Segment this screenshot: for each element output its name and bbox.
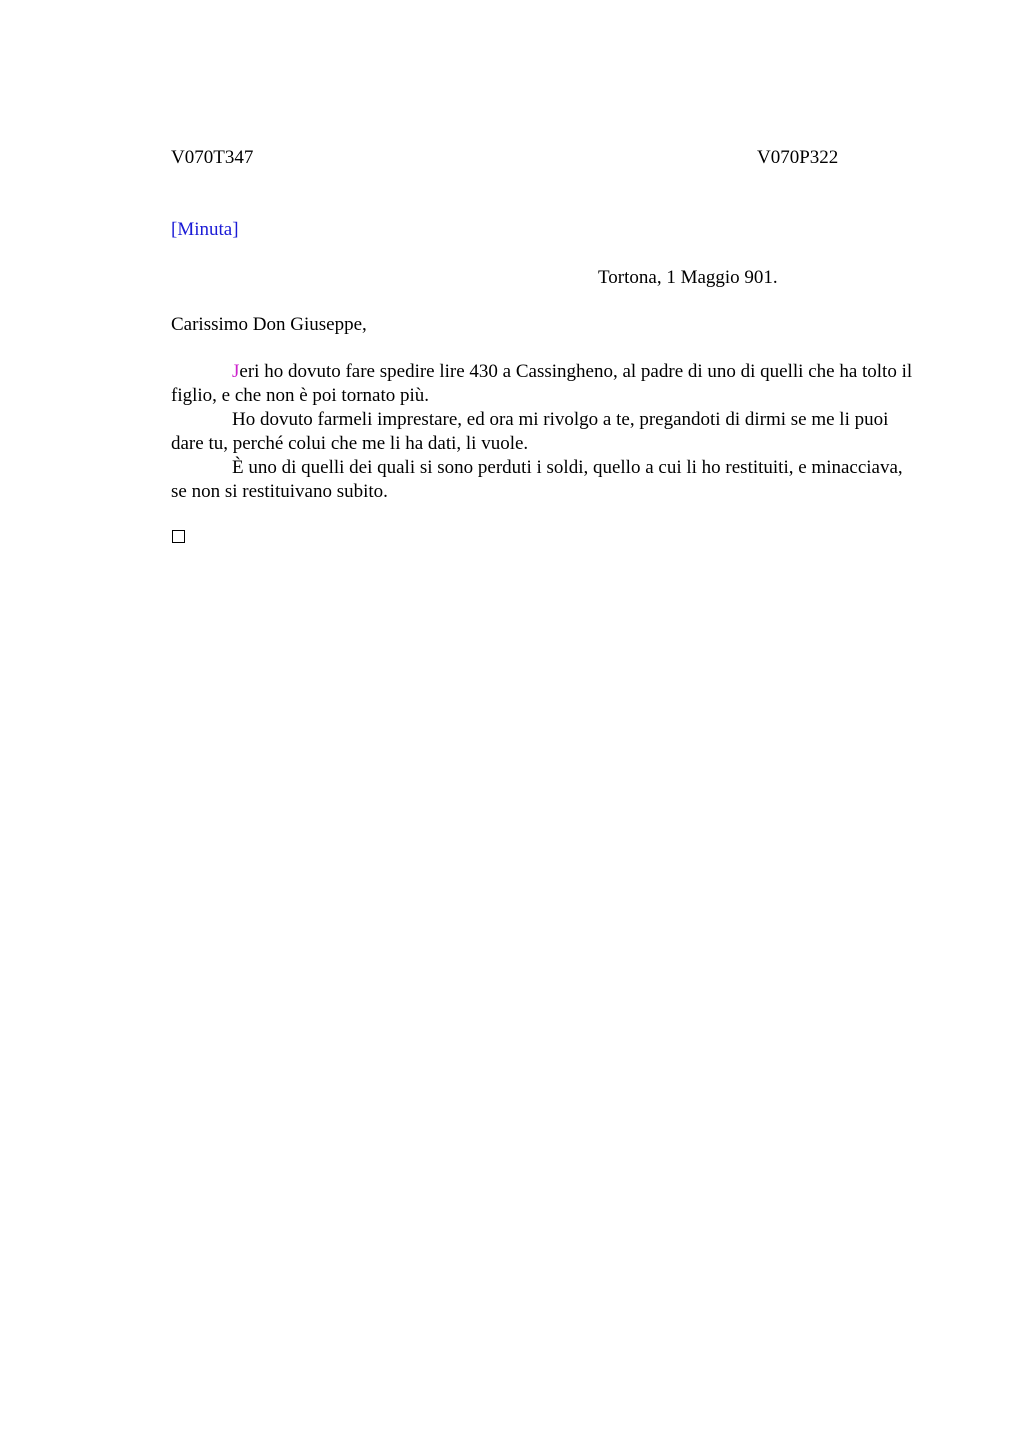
letter-body	[171, 360, 913, 504]
paragraph-text: È uno di quelli dei quali si sono perduti i soldi, quello a cui li ho restituiti, e minacciava, se non si restituivano subito.	[171, 457, 903, 502]
salutation: Carissimo Don Giuseppe,	[171, 314, 367, 335]
end-mark-box	[172, 530, 185, 543]
date-line: Tortona, 1 Maggio 901.	[598, 267, 778, 288]
drop-initial: J	[232, 361, 240, 382]
paragraph-text: Ho dovuto farmeli imprestare, ed ora mi rivolgo a te, pregandoti di dirmi se me li puoi dare tu, perché colui che me li ha dati, li vuole.	[171, 409, 889, 454]
document-code-left: V070T347	[171, 147, 254, 168]
paragraph-2	[171, 408, 913, 456]
paragraph-text: eri ho dovuto fare spedire lire 430 a Cassingheno, al padre di uno di quelli che ha tolto il figlio, e che non è poi tornato più.	[171, 361, 913, 406]
paragraph-1	[171, 360, 913, 408]
paragraph-3	[171, 456, 913, 504]
document-code-right: V070P322	[757, 147, 839, 168]
minuta-label: [Minuta]	[171, 219, 239, 240]
